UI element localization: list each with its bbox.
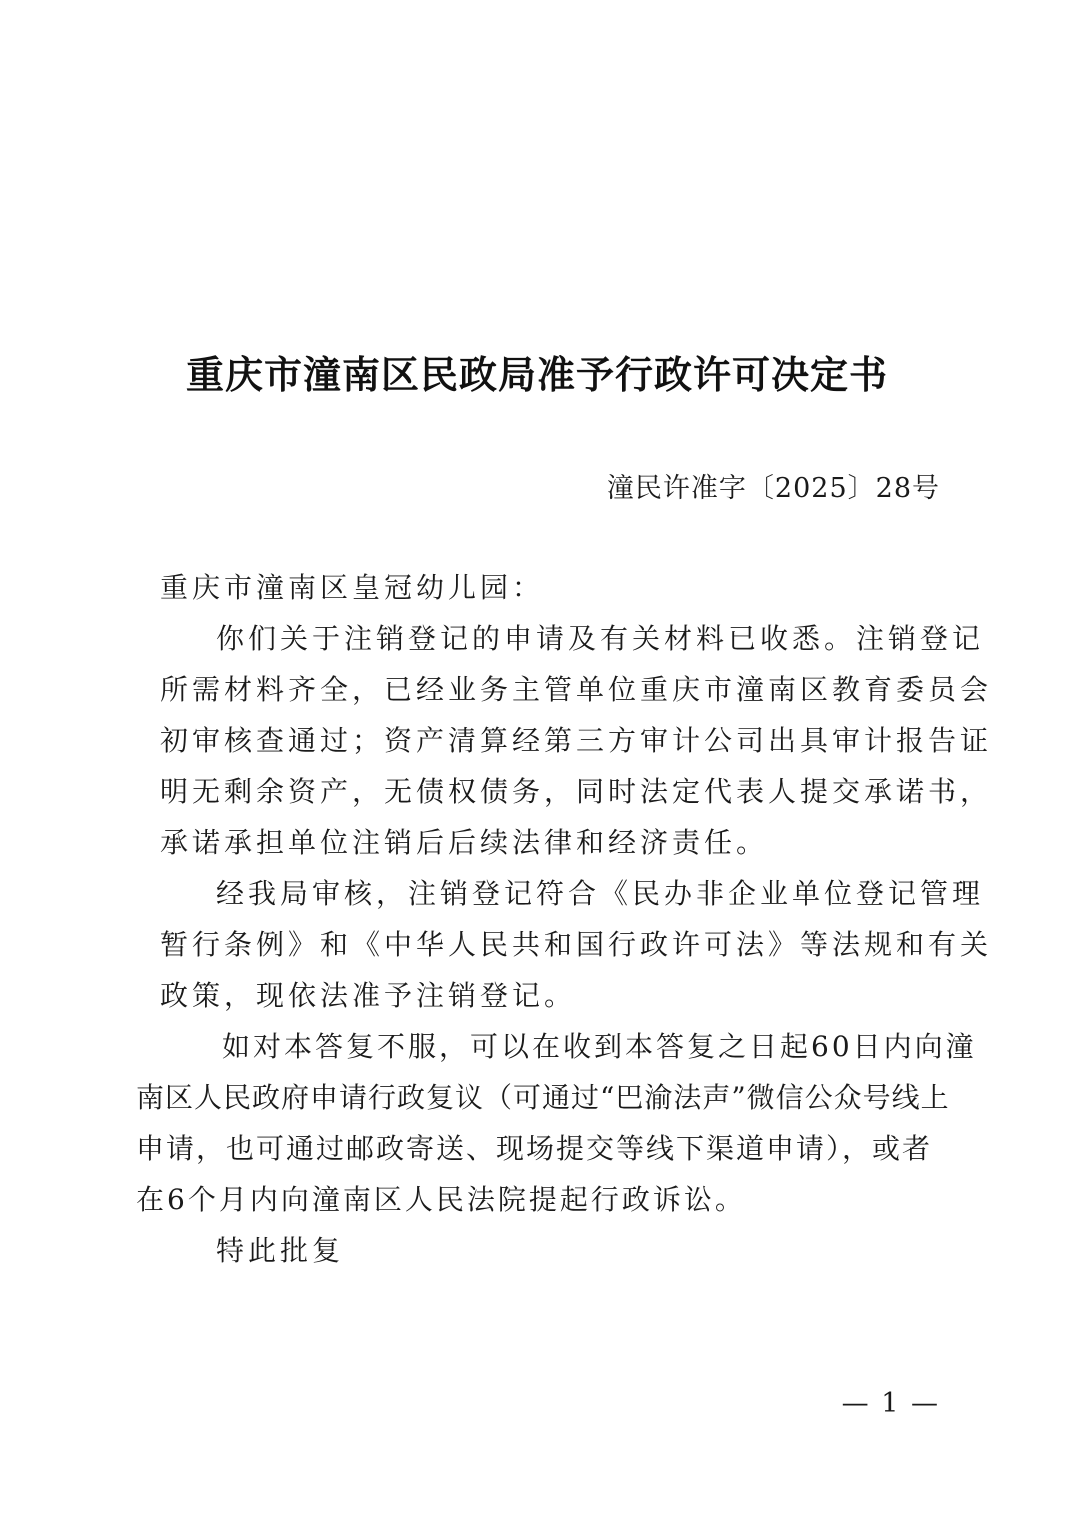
paragraph2-line3: 政策，现依法准予注销登记。 — [160, 979, 577, 1012]
paragraph2-line2: 暂行条例》和《中华人民共和国行政许可法》等法规和有关 — [160, 928, 993, 961]
paragraph1-line4: 明无剩余资产，无债权债务，同时法定代表人提交承诺书， — [160, 775, 993, 808]
addressee: 重庆市潼南区皇冠幼儿园： — [160, 571, 545, 604]
document-title: 重庆市潼南区民政局准予行政许可决定书 — [185, 352, 888, 397]
paragraph1-line1: 你们关于注销登记的申请及有关材料已收悉。注销登记 — [216, 622, 985, 655]
paragraph2-line1: 经我局审核，注销登记符合《民办非企业单位登记管理 — [216, 877, 985, 910]
closing-text: 特此批复 — [216, 1234, 345, 1267]
document-number: 潼民许准字〔2025〕28号 — [606, 473, 940, 504]
paragraph3-line2: 南区人民政府申请行政复议（可通过“巴渝法声”微信公众号线上 — [136, 1081, 950, 1114]
paragraph3-line4: 在6个月内向潼南区人民法院提起行政诉讼。 — [136, 1183, 746, 1216]
paragraph3-line1: 如对本答复不服，可以在收到本答复之日起60日内向潼 — [222, 1030, 977, 1063]
paragraph3-line3: 申请，也可通过邮政寄送、现场提交等线下渠道申请），或者 — [136, 1132, 933, 1165]
paragraph1-line5: 承诺承担单位注销后后续法律和经济责任。 — [160, 826, 769, 859]
paragraph1-line3: 初审核查通过；资产清算经第三方审计公司出具审计报告证 — [160, 724, 993, 757]
page-number: — 1 — — [841, 1388, 940, 1419]
paragraph1-line2: 所需材料齐全，已经业务主管单位重庆市潼南区教育委员会 — [160, 673, 993, 706]
